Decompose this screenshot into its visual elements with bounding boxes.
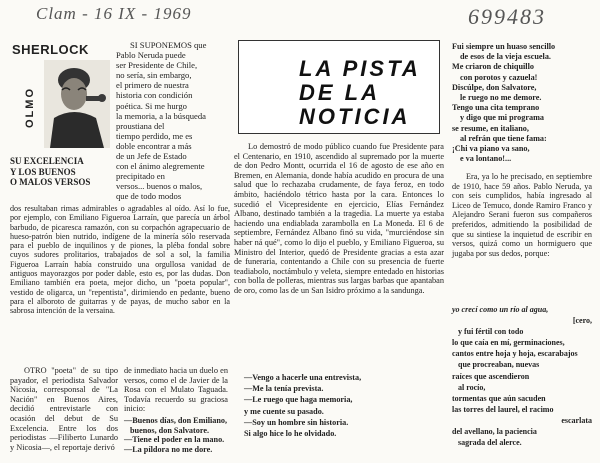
article-mid-paragraph-1: Lo demostró de modo público cuando fue Presidente para el Centenario, en 1910, ascendido al supremado por la muerte de don Pedro Montt, ocurrida el 16 de agosto de ese año en Bremen, en Alemania, donde había acudido en procura de una salud que lo rechazaba crudamente, de faya feroz, en todo ámbito, haciéndolo tétrico hasta por la cara. Entonces lo sucedió el Vicepresidente en ejercicio, Elías Fernández Albano, destinado también a la tragedia. La muerte ya estaba haciendo una endiablada zarambolla en La Moneda. El 6 de septiembre, Fernández Albano finó su vida, "murciéndose sin haber ná qué", como lo dijo el pueblo, y Emiliano Figueroa, su Ministro del Interior, quedó de Presidente gracias a esta azar de funeraria, contentando a Chile con su presencia de fuerte teadiabolo, noctámbulo y veleta, siempre entedado en historias con bolla de polleras, mientras sus largas barbas que apantaban de oro, como las de un San Isidro próximo a la sandunga. bbox=[234, 142, 444, 295]
text-line: el primero de nuestra bbox=[116, 80, 189, 91]
caption-line: Y LOS BUENOS bbox=[10, 166, 76, 177]
caption-line: O MALOS VERSOS bbox=[10, 177, 91, 187]
article-right-paragraph: Era, ya lo he precisado, en septiembre de 1910, hace 59 años. Pablo Neruda, ya con seis cumplidos, había ingresado al Liceo de Temuco, donde Ramiro Franco y Alejandro Serani fueron sus compañeros preferidos, admitiendo la posibilidad de que su sintiese la inquietud de escribir en versos, quizá como un hormiguero que jugaba por sus dedos, porque: bbox=[452, 172, 592, 258]
text-line: de un Jefe de Estado bbox=[116, 151, 187, 162]
verse-line: e va lontano!... bbox=[460, 154, 512, 164]
verse-line: raíces que ascendieron bbox=[452, 371, 530, 381]
handwritten-catalog-number: 699483 bbox=[468, 4, 546, 29]
verse-line: del avellano, la paciencia bbox=[452, 427, 537, 437]
article-left-paragraph-2: OTRO "poeta" de su tipo payador, el periodista Salvador Nicosia, corresponsal de "La Nación" en Buenos Aires, decidió entrevistarle con ocasión del debut de Su Excelencia. Entre los dos periodistas —Filiberto Lunardo y Nicosia—, el reportaje derivó bbox=[10, 366, 118, 452]
verse-line: y fui fértil con todo bbox=[458, 327, 524, 337]
verse-line: Si algo hice lo he olvidado. bbox=[244, 429, 337, 439]
verse-line: y me cuente su pasado. bbox=[244, 406, 324, 416]
verse-line: Tengo una cita temprano bbox=[452, 103, 540, 113]
text-line: que de todo modos bbox=[116, 191, 182, 202]
text-line: con el ánimo alegremente bbox=[116, 161, 205, 172]
verse-line: escarlata bbox=[561, 415, 592, 425]
verse-line: —Buenos días, don Emiliano, bbox=[124, 416, 228, 425]
article-title-box bbox=[238, 40, 440, 134]
verse-line: lo que caía en mí, germinaciones, bbox=[452, 338, 565, 348]
verse-line: —Tiene el poder en la mano. bbox=[124, 435, 225, 445]
article-caption bbox=[10, 156, 120, 188]
column-name-side: OLMO bbox=[24, 87, 36, 128]
text-line: proustiana del bbox=[116, 120, 165, 131]
text-line: versos... buenos o malos, bbox=[116, 181, 203, 192]
text-line: doble encontrar a más bbox=[116, 140, 192, 151]
caption-line: SU EXCELENCIA bbox=[10, 156, 84, 166]
verse-line: Fui siempre un huaso sencillo bbox=[452, 42, 556, 51]
verse-line: —Le ruego que haga memoria, bbox=[244, 395, 353, 405]
text-line: la memoria, a la búsqueda bbox=[116, 110, 206, 121]
right-verses-bottom bbox=[452, 304, 592, 448]
dialogue-verses bbox=[124, 416, 234, 454]
verse-line: yo crecí como un río al agua, bbox=[452, 305, 549, 314]
text-line: no sería, sin embargo, bbox=[116, 70, 192, 81]
verse-line: ¡Chi va piano va sano, bbox=[452, 144, 530, 154]
verse-line: al rocío, bbox=[458, 382, 486, 392]
verse-line: cantos entre hoja y hoja, escarabajos bbox=[452, 349, 578, 359]
article-left-paragraph-1: dos resultaban rimas admirables o agradables al oído. Así lo fue, por ejemplo, con Emiliano Figueroa Larraín, que parecía un árbol barbudo, de picaresca ramazón, con su corpachón agrapecuario de hueso-patrón bien nutrido, indígene de la minería sólo reservada para el pueblo de inquilinos y de piones, la pléba fondal sobre cuyos sudores prolitarios, trabajados de sol a sol, la familia Figueroa Larraín había construido una orgullosa vanidad de antiguos mayorazgos por poder dable, esto es, por las dudas. Don Emiliano también era poeta, mejor dicho, un "poeta popular", vestido de oligarca, un "repentista", dirimiendo en pedante, bueno para el alboroto de guitarras y de payas, de mucho sabor en la sabrosa intención de la versaina. bbox=[10, 204, 230, 316]
article-title-line: NOTICIA bbox=[299, 104, 411, 129]
article-title-line: DE LA bbox=[299, 80, 380, 105]
verse-line: y digo que mi programa bbox=[460, 113, 545, 123]
author-portrait bbox=[44, 60, 110, 148]
handwritten-clipping-note: Clam - 16 IX - 1969 bbox=[36, 4, 192, 23]
text-line: Pablo Neruda puede bbox=[116, 50, 186, 61]
right-verses-top bbox=[452, 42, 592, 164]
verse-line: al refrán que tiene fama: bbox=[460, 133, 547, 143]
verse-line: que procreaban, nuevas bbox=[458, 360, 540, 370]
verse-line: le ruego no me demore. bbox=[460, 93, 542, 103]
text-line: tiempo perdido, me es bbox=[116, 130, 193, 141]
verse-line: —Soy un hombre sin historia. bbox=[244, 417, 349, 427]
column-name: SHERLOCK bbox=[12, 42, 89, 57]
text-line: poética. Si me hurgo bbox=[116, 100, 187, 111]
verse-line: Me criaron de chiquillo bbox=[452, 62, 534, 72]
verse-line: —Me la tenía prevista. bbox=[244, 384, 324, 394]
text-line: historia con condición bbox=[116, 90, 193, 101]
text-line: ser Presidente de Chile, bbox=[116, 60, 198, 71]
verse-line: las torres del laurel, el racimo bbox=[452, 404, 554, 414]
article-left-top bbox=[116, 40, 226, 202]
verse-line: buenos, don Salvatore. bbox=[130, 425, 210, 435]
text-line: precipitado en bbox=[116, 171, 165, 182]
verse-line: sagrada del alerce. bbox=[458, 438, 522, 448]
verse-line: [cero, bbox=[572, 316, 592, 326]
verse-line: Discúlpe, don Salvatore, bbox=[452, 82, 537, 92]
article-title-line: LA PISTA bbox=[299, 56, 421, 81]
verse-line: con porotos y cazuela! bbox=[460, 72, 538, 82]
verse-line: se resume, en italiano, bbox=[452, 123, 529, 133]
verse-line: tormentas que aún sacuden bbox=[452, 393, 546, 403]
article-mid-paragraph-2: de inmediato hacia un duelo en versos, como el de Javier de la Rosa con el Mulato Taguada. Todavía recuerdo su graciosa inicio: bbox=[124, 366, 228, 414]
text-line: SI SUPONEMOS que bbox=[130, 40, 207, 50]
verse-line: de esos de la vieja escuela. bbox=[460, 52, 551, 62]
verse-line: —Vengo a hacerle una entrevista, bbox=[244, 373, 362, 382]
verse-line: —La píldora no me dore. bbox=[124, 444, 213, 454]
mid-verses bbox=[244, 372, 440, 439]
